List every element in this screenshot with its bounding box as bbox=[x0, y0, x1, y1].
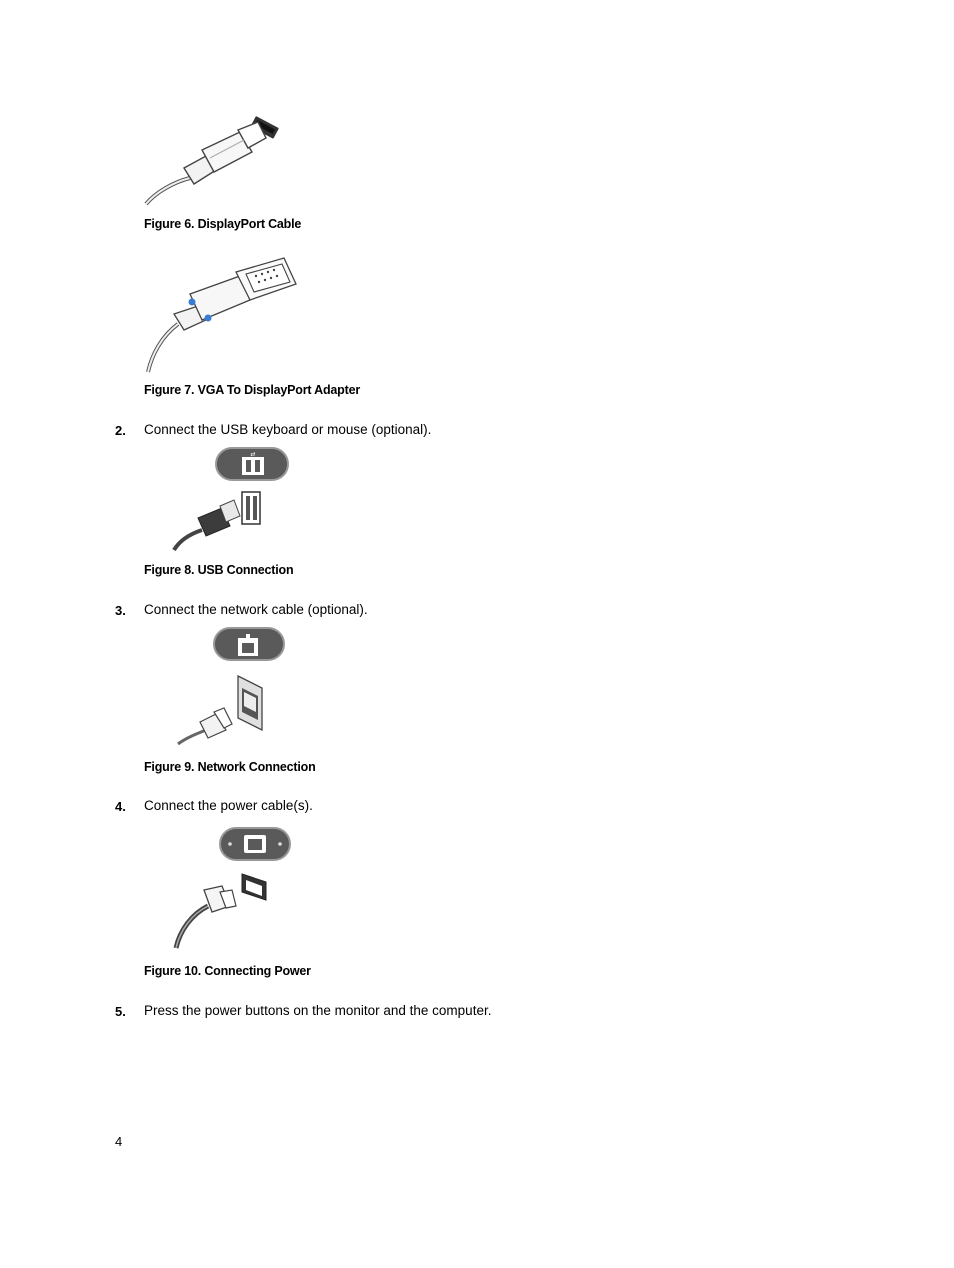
vga-adapter-illustration bbox=[144, 254, 304, 376]
step-number: 3. bbox=[115, 603, 126, 618]
displayport-cable-illustration bbox=[144, 112, 284, 210]
step-text: Connect the power cable(s). bbox=[144, 798, 313, 813]
step-text: Connect the network cable (optional). bbox=[144, 602, 368, 617]
step-number: 2. bbox=[115, 423, 126, 438]
svg-text:⇄: ⇄ bbox=[250, 451, 256, 458]
figure-caption: Figure 9. Network Connection bbox=[144, 760, 316, 774]
figure-caption: Figure 10. Connecting Power bbox=[144, 964, 311, 978]
usb-connection-illustration bbox=[170, 446, 294, 554]
figure-caption: Figure 6. DisplayPort Cable bbox=[144, 217, 302, 231]
step-number: 5. bbox=[115, 1004, 126, 1019]
figure-caption: Figure 8. USB Connection bbox=[144, 563, 294, 577]
step-text: Connect the USB keyboard or mouse (optional). bbox=[144, 422, 432, 437]
power-connection-illustration bbox=[172, 826, 294, 952]
step-number: 4. bbox=[115, 799, 126, 814]
figure-caption: Figure 7. VGA To DisplayPort Adapter bbox=[144, 383, 360, 397]
page-number: 4 bbox=[115, 1134, 123, 1149]
step-text: Press the power buttons on the monitor and the computer. bbox=[144, 1003, 492, 1018]
network-connection-illustration bbox=[176, 626, 288, 750]
